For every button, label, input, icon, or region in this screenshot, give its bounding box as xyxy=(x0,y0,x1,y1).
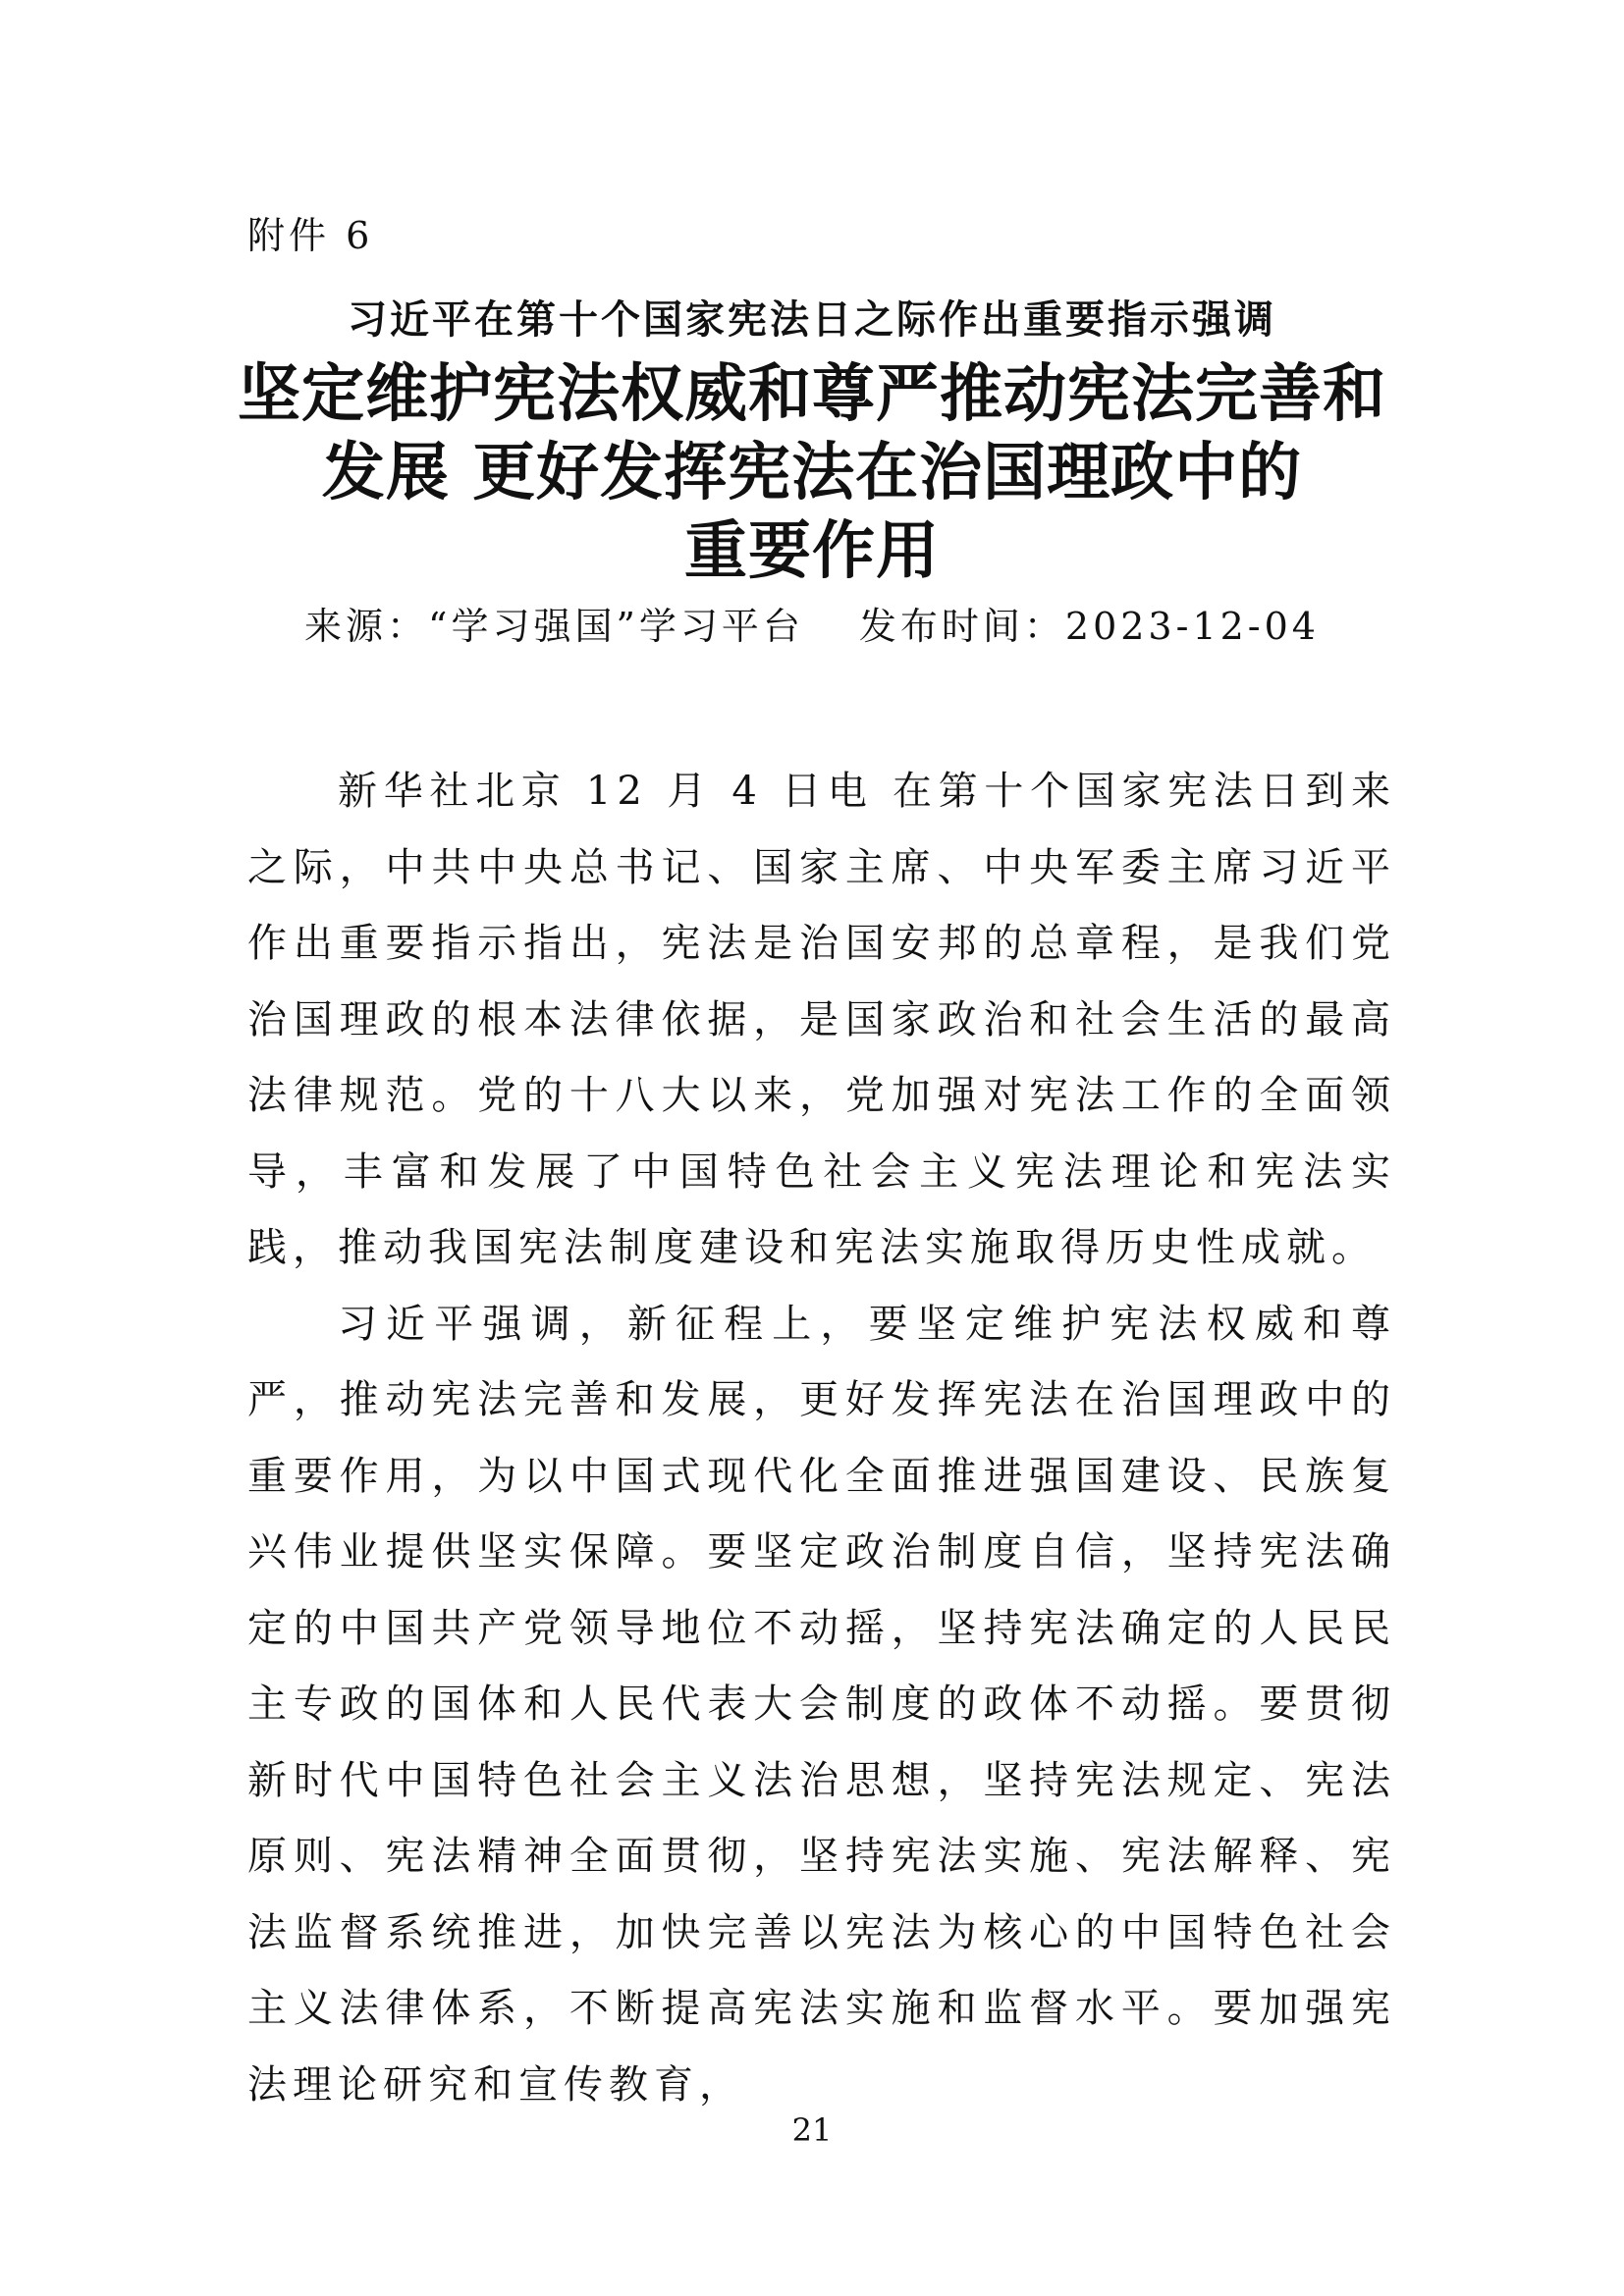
title-line: 重要作用 xyxy=(684,514,940,588)
document-title xyxy=(196,355,1428,591)
document-subtitle: 习近平在第十个国家宪法日之际作出重要指示强调 xyxy=(348,296,1276,343)
body-paragraph: 习近平强调，新征程上，要坚定维护宪法权威和尊严，推动宪法完善和发展，更好发挥宪法在治国理政中的重要作用，为以中国式现代化全面推进强国建设、民族复兴伟业提供坚实保障。要坚定政治制度自信，坚持宪法确定的中国共产党领导地位不动摇，坚持宪法确定的人民民主专政的国体和人民代表大会制度的政体不动摇。要贯彻新时代中国特色社会主义法治思想，坚持宪法规定、宪法原则、宪法精神全面贯彻，坚持宪法实施、宪法解释、宪法监督系统推进，加快完善以宪法为核心的中国特色社会主义法律体系，不断提高宪法实施和监督水平。要加强宪法理论研究和宣传教育， xyxy=(247,1301,1396,2108)
source-line xyxy=(196,597,1428,656)
article-body xyxy=(247,754,1396,2123)
attachment-label: 附件 6 xyxy=(247,214,374,257)
source-value: “学习强国”学习平台 xyxy=(428,605,804,648)
publish-date-value: 2023-12-04 xyxy=(1064,605,1320,648)
source-label: 来源： xyxy=(304,605,429,648)
title-line: 坚定维护宪法权威和尊严推动宪法完善和 xyxy=(238,357,1386,431)
title-line: 发展 更好发挥宪法在治国理政中的 xyxy=(321,436,1303,509)
page-number: 21 xyxy=(791,2111,833,2149)
body-paragraph: 新华社北京 12 月 4 日电 在第十个国家宪法日到来之际，中共中央总书记、国家主席、中央军委主席习近平作出重要指示指出，宪法是治国安邦的总章程，是我们党治国理政的根本法律依据，是国家政治和社会生活的最高法律规范。党的十八大以来，党加强对宪法工作的全面领导，丰富和发展了中国特色社会主义宪法理论和宪法实践，推动我国宪法制度建设和宪法实施取得历史性成就。 xyxy=(247,769,1396,1270)
publish-date-label: 发布时间： xyxy=(858,605,1065,648)
